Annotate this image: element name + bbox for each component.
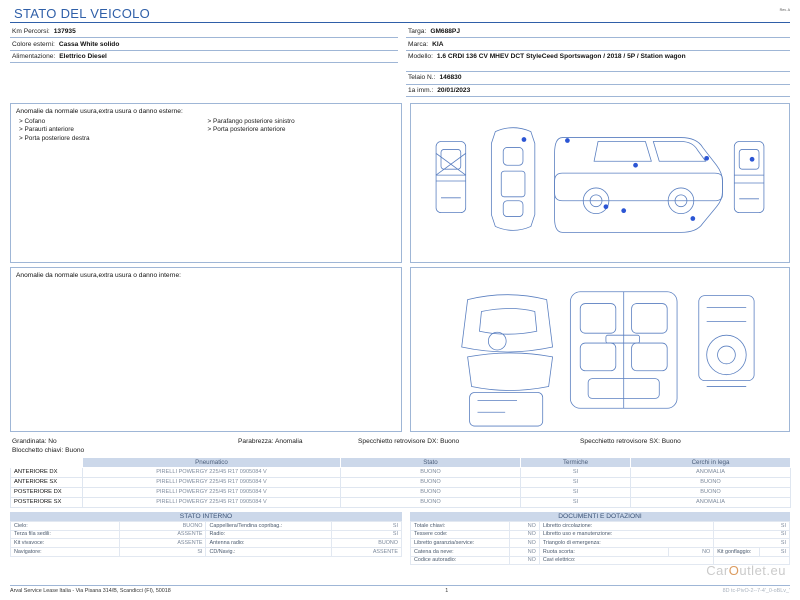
row-value: BUONO — [331, 539, 401, 548]
damage-markers — [522, 137, 755, 221]
left-field-group — [10, 26, 398, 97]
table-row — [11, 477, 791, 487]
field-telaio-label: Telaio N.: — [407, 74, 436, 82]
field-alimentazione-value: Elettrico Diesel — [59, 52, 107, 60]
field-modello-value: 1.6 CRDI 136 CV MHEV DCT StyleCeed Sportswagon / 2018 / 5P / Station wagon — [436, 52, 686, 60]
tyre-termiche: SI — [521, 487, 631, 497]
row-key: Codice autoradio: — [411, 556, 510, 565]
list-item: > Cofano — [19, 118, 208, 127]
row-key: Terza fila sedili: — [11, 530, 120, 539]
row-value: NO — [509, 521, 539, 530]
watermark-right: utlet.eu — [739, 563, 786, 578]
interior-diagram-box — [410, 267, 790, 432]
row-key: Libretto circolazione: — [539, 521, 713, 530]
row-key: Kit gonflaggio: — [714, 547, 759, 556]
field-prima-immatricolazione-value: 20/01/2023 — [437, 86, 471, 94]
tyres-header-pneumatico: Pneumatico — [83, 457, 341, 467]
list-item: > Porta posteriore anteriore — [208, 126, 397, 135]
page-title: STATO DEL VEICOLO — [14, 6, 151, 21]
external-damage-column-2 — [208, 118, 397, 144]
row-value: ASSENTE — [120, 530, 206, 539]
row-key: Cappelliera/Tendina copribag.: — [206, 521, 331, 530]
field-modello — [406, 51, 790, 72]
row-key: Antenna radio: — [206, 539, 331, 548]
tyre-model: PIRELLI POWERGY 225/45 R17 0905084 V — [83, 477, 341, 487]
list-item: > Parafango posteriore sinistro — [208, 118, 397, 127]
row-key: Tessere code: — [411, 530, 510, 539]
field-alimentazione-label: Alimentazione: — [12, 52, 56, 60]
row-value: NO — [509, 539, 539, 548]
field-km-value: 137935 — [53, 28, 76, 36]
tyre-cerchi: ANOMALIA — [631, 497, 791, 507]
footer-company: Arval Service Lease Italia - Via Pisana 314/B, Scandicci (FI), 50018 — [10, 588, 171, 594]
tyres-corner-cell — [11, 457, 83, 467]
field-marca-label: Marca: — [407, 40, 429, 48]
stato-interno-section — [10, 512, 402, 565]
tyre-stato: BUONO — [341, 487, 521, 497]
field-telaio-value: 146830 — [439, 74, 462, 82]
tyre-position: ANTERIORE DX — [11, 467, 83, 477]
field-prima-immatricolazione-label: 1a imm.: — [407, 86, 434, 94]
external-damage-box — [10, 103, 402, 263]
footer-code: 8D tc-PivO-2--7-4'_0-oBLv_' — [722, 588, 790, 594]
specchietto-dx-status: Specchietto retrovisore DX: Buono — [358, 437, 460, 445]
documenti-title: DOCUMENTI E DOTAZIONI — [410, 512, 790, 521]
bottom-tables — [10, 512, 790, 565]
row-value: BUONO — [120, 521, 206, 530]
field-km — [10, 26, 398, 38]
table-row — [11, 467, 791, 477]
field-marca — [406, 38, 790, 50]
tyre-stato: BUONO — [341, 467, 521, 477]
row-value: SI — [120, 547, 206, 556]
row-key: Libretto garanzia/service: — [411, 539, 510, 548]
row-key: Triangolo di emergenza: — [539, 539, 713, 548]
field-targa-value: GM688PJ — [430, 28, 461, 36]
field-colore — [10, 38, 398, 50]
table-header-row — [11, 457, 791, 467]
row-value: ASSENTE — [331, 547, 401, 556]
title-divider — [10, 22, 790, 23]
row-key: Navigatore: — [11, 547, 120, 556]
row-value: SI — [714, 539, 790, 548]
table-row — [411, 539, 790, 548]
internal-damage-box — [10, 267, 402, 432]
row-key: Cielo: — [11, 521, 120, 530]
external-section — [10, 103, 790, 263]
row-value: SI — [714, 521, 790, 530]
car-exterior-diagram — [411, 104, 789, 262]
field-modello-label: Modello: — [407, 52, 433, 60]
row-value: ASSENTE — [120, 539, 206, 548]
misc-status-line — [10, 437, 790, 456]
external-damage-column-1 — [19, 118, 208, 144]
tyre-termiche: SI — [521, 477, 631, 487]
tyres-header-termiche: Termiche — [521, 457, 631, 467]
row-value: NO — [509, 547, 539, 556]
grandinata-status: Grandinata: No — [12, 437, 57, 445]
tyre-position: POSTERIORE SX — [11, 497, 83, 507]
row-value: SI — [331, 521, 401, 530]
watermark-logo — [706, 563, 786, 578]
field-prima-immatricolazione — [406, 85, 790, 97]
tyre-cerchi: BUONO — [631, 477, 791, 487]
specchietto-sx-status: Specchietto retrovisore SX: Buono — [580, 437, 681, 445]
field-km-label: Km Percorsi: — [12, 28, 50, 36]
tyre-position: ANTERIORE SX — [11, 477, 83, 487]
row-value: SI — [714, 530, 790, 539]
tyre-model: PIRELLI POWERGY 225/45 R17 0905084 V — [83, 487, 341, 497]
tyre-cerchi: BUONO — [631, 487, 791, 497]
vehicle-identification — [10, 26, 790, 97]
parabrezza-status: Parabrezza: Anomalia — [238, 437, 303, 445]
table-row — [11, 539, 402, 548]
field-targa-label: Targa: — [407, 28, 427, 36]
tyre-cerchi: ANOMALIA — [631, 467, 791, 477]
list-item: > Porta posteriore destra — [19, 135, 208, 144]
watermark-dot: O — [728, 563, 740, 578]
internal-damage-title: Anomalie da normale usura,extra usura o danno interne: — [16, 271, 181, 279]
documenti-table — [410, 521, 790, 565]
tyre-stato: BUONO — [341, 477, 521, 487]
revision-label: Rev. A — [779, 8, 790, 12]
tyre-position: POSTERIORE DX — [11, 487, 83, 497]
blocchetto-chiavi-status: Blocchetto chiavi: Buono — [12, 446, 85, 454]
row-key: Kit vivavoce: — [11, 539, 120, 548]
table-row — [11, 521, 402, 530]
field-marca-value: KIA — [432, 40, 444, 48]
row-key: Totale chiavi: — [411, 521, 510, 530]
field-targa — [406, 26, 790, 38]
exterior-diagram-box — [410, 103, 790, 263]
tyre-model: PIRELLI POWERGY 225/45 R17 0905084 V — [83, 467, 341, 477]
row-key: CD/Navig.: — [206, 547, 331, 556]
row-key: Cavi elettrico: — [539, 556, 713, 565]
table-row — [411, 547, 790, 556]
tyres-header-cerchi: Cerchi in lega — [631, 457, 791, 467]
right-field-group — [406, 26, 790, 97]
table-row — [11, 487, 791, 497]
row-key: Catena da neve: — [411, 547, 510, 556]
table-row — [11, 530, 402, 539]
external-damage-lists — [11, 115, 401, 144]
page-footer — [10, 585, 790, 594]
table-row — [411, 530, 790, 539]
tyres-header-stato: Stato — [341, 457, 521, 467]
tyre-stato: BUONO — [341, 497, 521, 507]
table-row — [11, 547, 402, 556]
tyre-termiche: SI — [521, 497, 631, 507]
row-value: SI — [759, 547, 789, 556]
field-colore-value: Cassa White solido — [58, 40, 120, 48]
row-key: Libretto uso e manutenzione: — [539, 530, 713, 539]
field-colore-label: Colore esterni: — [12, 40, 55, 48]
table-row — [411, 521, 790, 530]
tyre-termiche: SI — [521, 467, 631, 477]
row-value: SI — [331, 530, 401, 539]
watermark-left: Car — [706, 563, 729, 578]
field-telaio — [406, 72, 790, 84]
car-interior-diagram — [411, 268, 789, 431]
row-value: NO — [509, 556, 539, 565]
row-key: Ruota scorta: — [539, 547, 668, 556]
row-key: Radio: — [206, 530, 331, 539]
internal-section — [10, 267, 790, 432]
list-item: > Paraurti anteriore — [19, 126, 208, 135]
documenti-section — [410, 512, 790, 565]
stato-interno-title: STATO INTERNO — [10, 512, 402, 521]
row-value: NO — [509, 530, 539, 539]
tyre-model: PIRELLI POWERGY 225/45 R17 0905084 V — [83, 497, 341, 507]
page-number: 1 — [445, 588, 449, 594]
row-value: NO — [668, 547, 713, 556]
tyres-table — [10, 457, 791, 508]
table-row — [11, 497, 791, 507]
external-damage-title: Anomalie da normale usura,extra usura o danno esterne: — [16, 107, 183, 115]
stato-interno-table — [10, 521, 402, 557]
field-alimentazione — [10, 51, 398, 63]
